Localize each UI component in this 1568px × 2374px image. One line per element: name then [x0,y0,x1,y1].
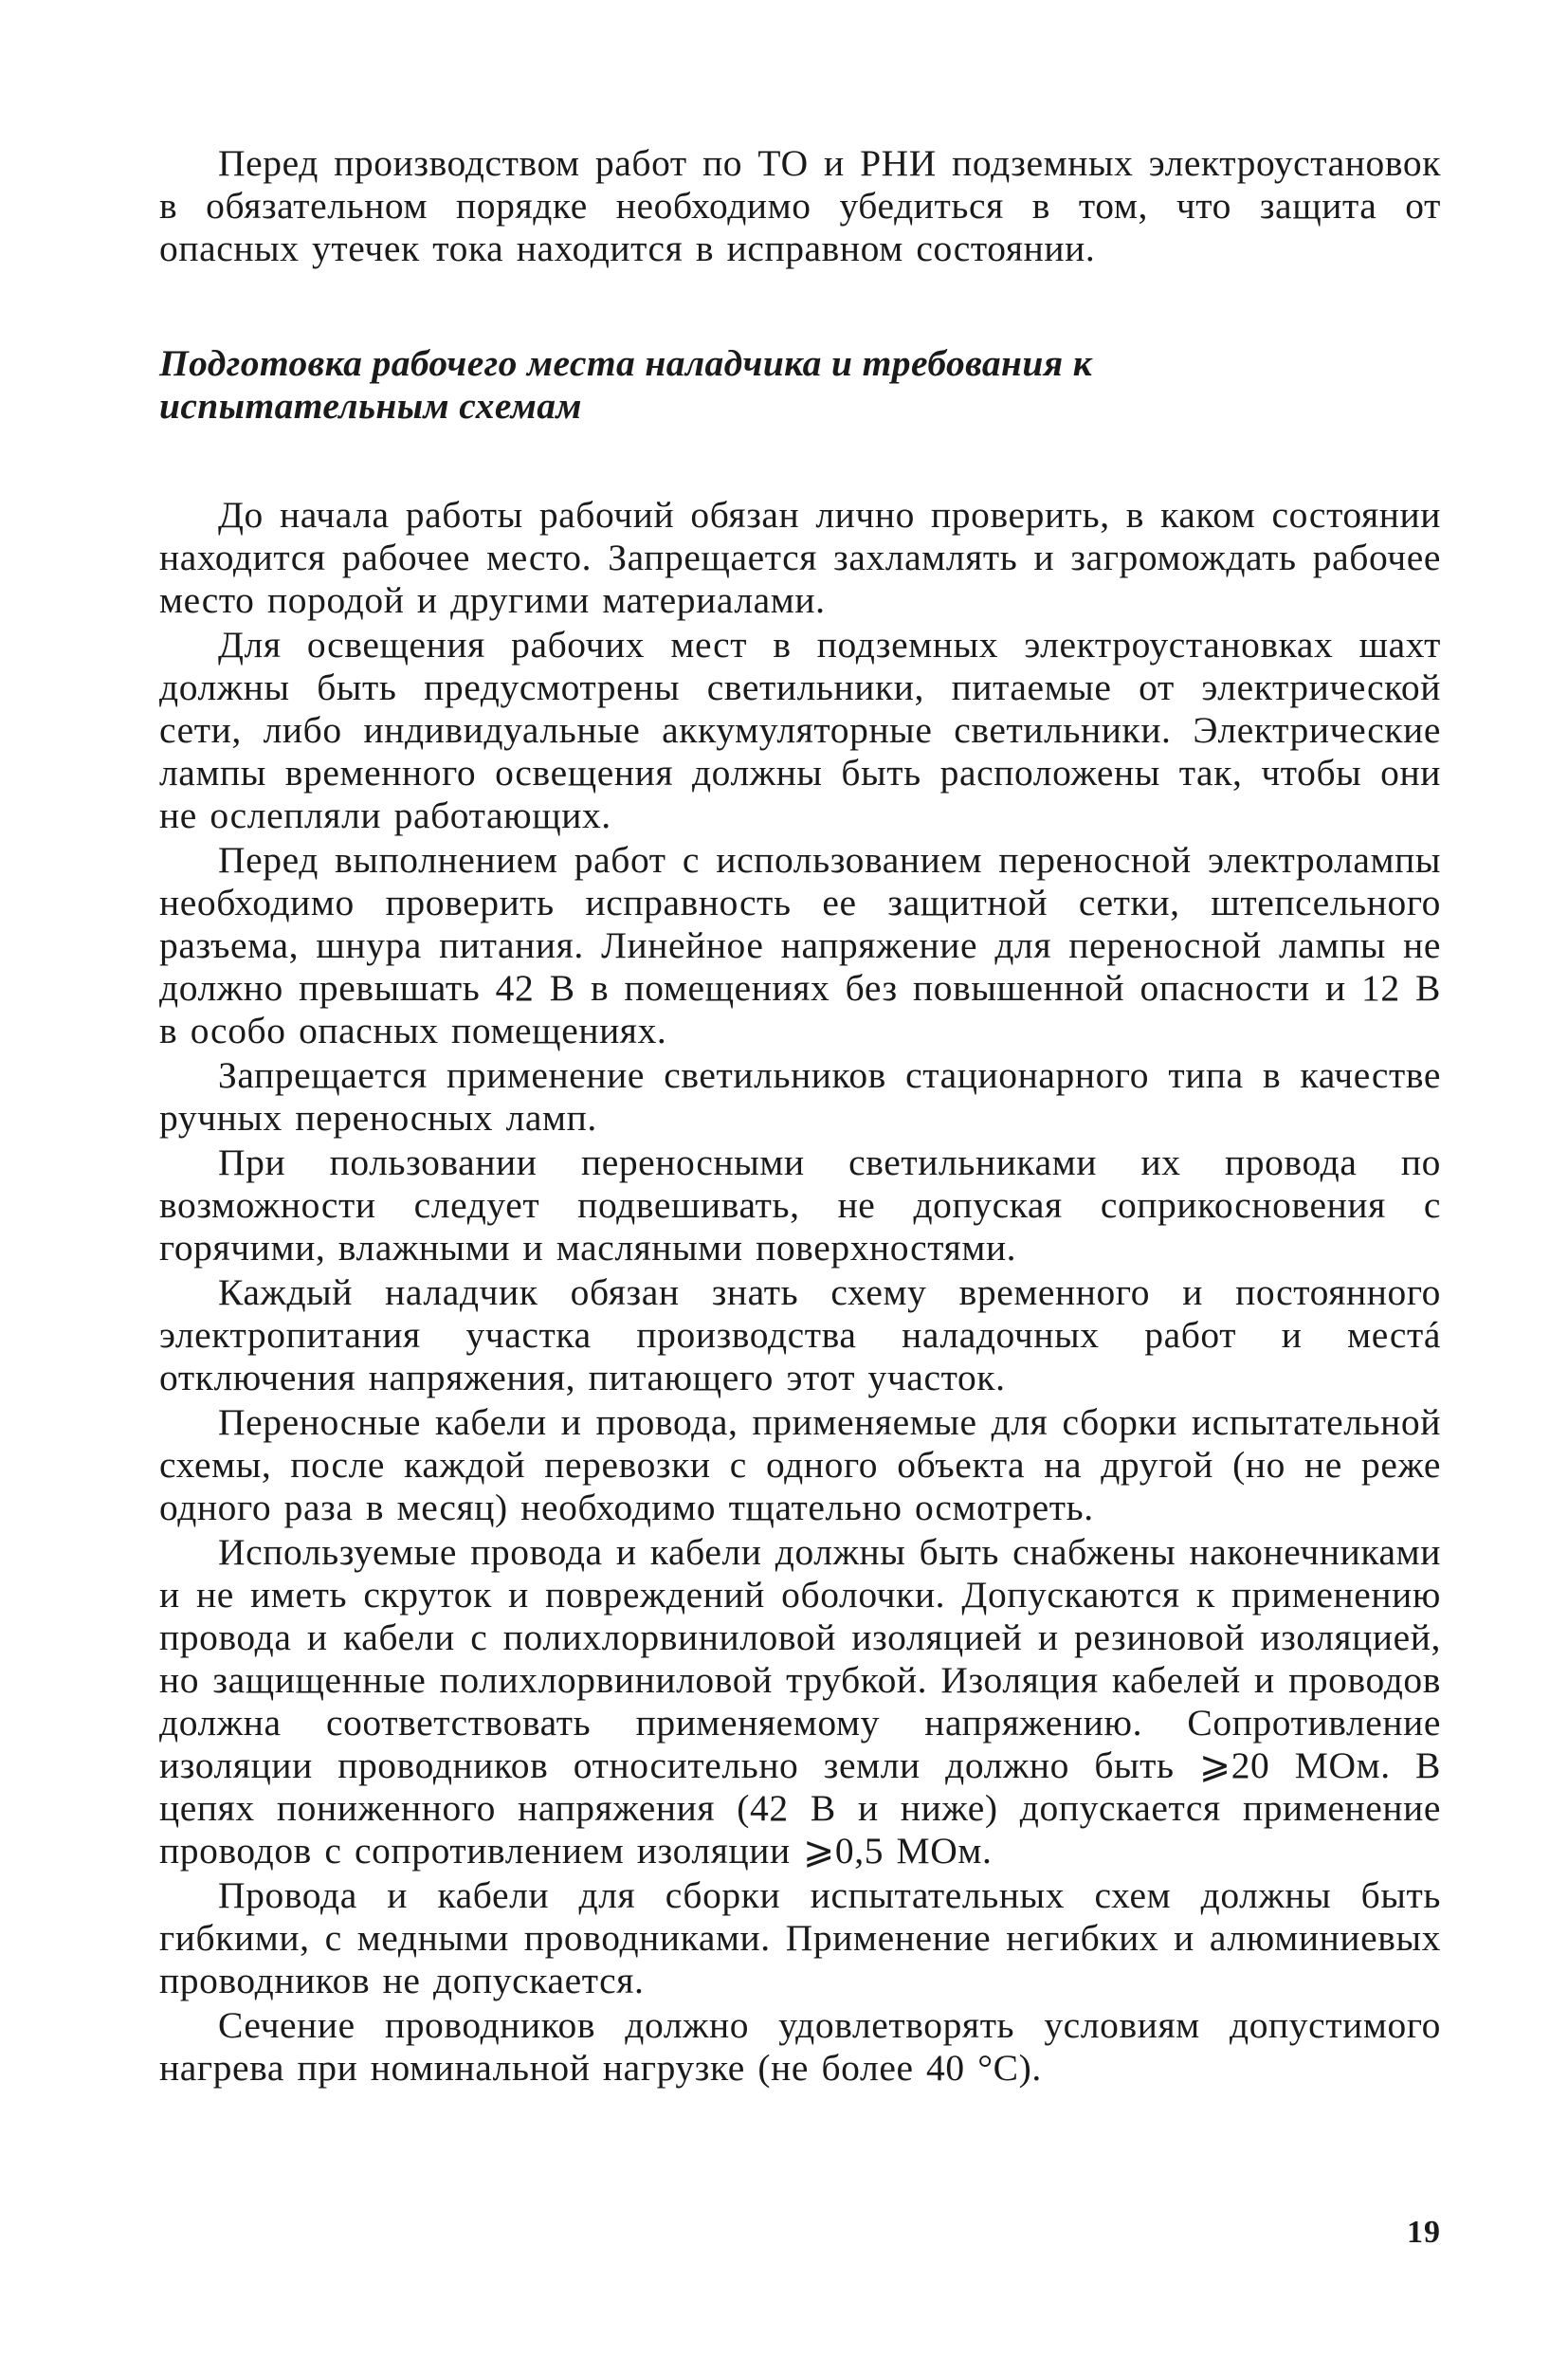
paragraph: Переносные кабели и провода, применяемые для сборки испытательной схемы, после каждой перевозки с одного объекта на другой (но не реже одного раза в месяц) необходимо тщательно осмотреть. [159,1401,1441,1528]
paragraph: Каждый наладчик обязан знать схему временного и постоянного электропитания участка производства наладочных работ и местá отключения напряжения, питающего этот участок. [159,1271,1441,1398]
paragraph: Перед выполнением работ с использованием переносной электролампы необходимо проверить исправность ее защитной сетки, штепсельного разъема, шнура питания. Линейное напряжение для переносной лампы не должно превышать 42 В в помещениях без повышенной опасности и 12 В в особо опасных помещениях. [159,839,1441,1051]
section-heading: Подготовка рабочего места наладчика и требования к испытательным схемам [159,342,1093,427]
paragraph: До начала работы рабочий обязан лично проверить, в каком состоянии находится рабочее место. Запрещается захламлять и загромождать рабочее место породой и другими материалами. [159,494,1441,621]
page-number: 19 [1407,2215,1441,2250]
paragraph: При пользовании переносными светильниками их провода по возможности следует подвешивать, не допуская соприкосновения с горячими, влажными и масляными поверхностями. [159,1141,1441,1269]
paragraph: Используемые провода и кабели должны быть снабжены наконечниками и не иметь скруток и повреждений оболочки. Допускаются к применению провода и кабели с полихлорвиниловой изоляцией и резиновой изоляцией, но защищенные полихлорвиниловой трубкой. Изоляция кабелей и проводов должна соответствовать применяемому напряжению. Сопротивление изоляции проводников относительно земли должно быть ⩾20 МОм. В цепях пониженного напряжения (42 В и ниже) допускается применение проводов с сопротивлением изоляции ⩾0,5 МОм. [159,1531,1441,1872]
paragraph: Сечение проводников должно удовлетворять условиям допустимого нагрева при номинальной нагрузке (не более 40 °С). [159,2004,1441,2089]
document-page [159,142,1441,2091]
paragraph: Запрещается применение светильников стационарного типа в качестве ручных переносных ламп. [159,1054,1441,1139]
paragraph: Провода и кабели для сборки испытательных схем должны быть гибкими, с медными проводниками. Применение негибких и алюминиевых проводников не допускается. [159,1874,1441,2001]
paragraph: Для освещения рабочих мест в подземных электроустановках шахт должны быть предусмотрены светильники, питаемые от электрической сети, либо индивидуальные аккумуляторные светильники. Электрические лампы временного освещения должны быть расположены так, чтобы они не ослепляли работающих. [159,624,1441,836]
intro-paragraph: Перед производством работ по ТО и РНИ подземных электроустановок в обязательном порядке необходимо убедиться в том, что защита от опасных утечек тока находится в исправном состоянии. [159,142,1441,269]
